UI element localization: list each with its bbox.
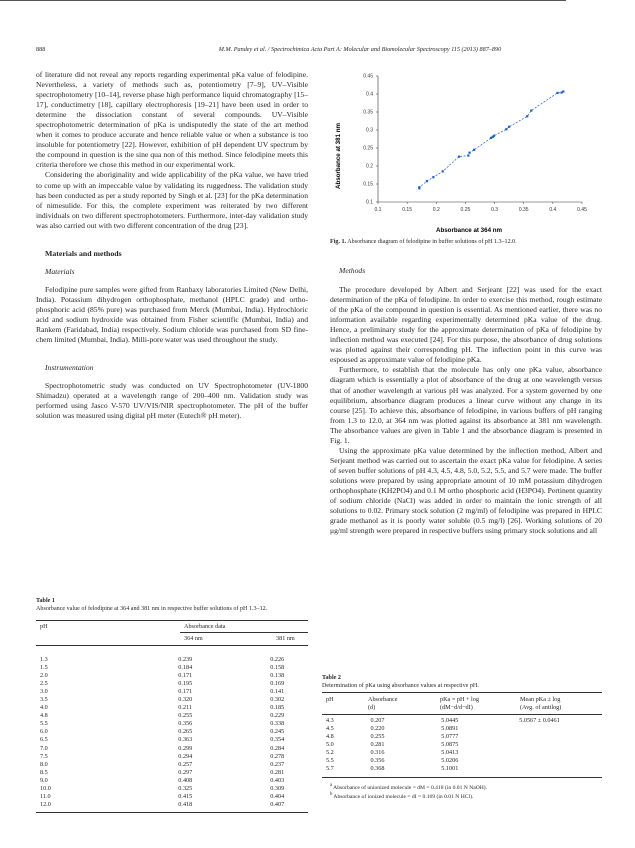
table-cell: 0.158 [270, 664, 285, 672]
table-cell: 0.294 [178, 752, 193, 760]
table-cell: 7.5 [40, 752, 48, 760]
table-row [36, 672, 308, 680]
chart-x-tick-label: 0.35 [518, 207, 529, 213]
table1-col-ph: pH [40, 623, 48, 630]
figure1-caption-block [330, 238, 602, 246]
table-cell: 0.418 [178, 800, 193, 808]
table-row [322, 717, 602, 725]
table-cell: 0.368 [370, 765, 385, 773]
table-cell: 0.169 [270, 680, 285, 688]
table-cell: 0.363 [178, 736, 193, 744]
figure1-label: Fig. 1. [330, 239, 347, 245]
table2-footnote-a-text: Absorbance of unionized molecule = dM = 0.418 (in 0.01 N NaOH). [333, 784, 488, 791]
table-cell: 4.8 [40, 712, 48, 720]
table-cell: 0.211 [178, 704, 192, 712]
page-number: 888 [36, 46, 46, 53]
header-rule [0, 0, 566, 1]
running-title: M.M. Pandey et al. / Spectrochimica Acta Part A: Molecular and Biomolecular Spectroscopy 115 (2013) 887–890 [218, 46, 502, 53]
table-cell: 5.0206 [441, 757, 459, 765]
chart-x-tick-label: 0.15 [402, 207, 413, 213]
table2 [322, 717, 602, 773]
chart-data-point [505, 128, 507, 130]
methods-paragraph-1: The procedure developed by Albert and Serjeant [22] was used for the exact determination of the pKa of felodipine. In order to exercise this method, rough estimate of the pKa of the compound in question is essential. As mentioned earlier, there was no information available regarding experimentally determined pKa value of the drug. Hence, a preliminary study for the approximate determination of pKa of felodipine by inflection method was executed [24]. For this purpose, the absorbance of drug solutions was plotted against their corresponding pH. The inflection point in this curve was espoused as approximate value of felodipine pKa. [330, 285, 602, 365]
table-cell: 0.226 [270, 656, 285, 664]
chart-x-tick-label: 0.1 [374, 207, 382, 213]
table-cell: 0.354 [270, 736, 285, 744]
table-cell: 0.404 [270, 792, 285, 800]
table1-bottom-rule [36, 812, 308, 813]
chart-data-point [508, 126, 510, 128]
table-row [36, 736, 308, 744]
table-row [36, 720, 308, 728]
chart-data-point [442, 170, 444, 172]
chart-data-point [493, 135, 495, 137]
table1-label: Table 1 [36, 598, 55, 604]
table-cell: 0.309 [270, 784, 285, 792]
table-row [36, 728, 308, 736]
table-cell [515, 733, 602, 741]
table-cell: 3.5 [40, 696, 48, 704]
table-cell: 1.3 [40, 656, 48, 664]
table2-col-mean-sub: (Avg. of antilog) [520, 704, 562, 711]
chart-y-tick-label: 0.4 [366, 91, 373, 98]
figure1 [330, 66, 600, 238]
table-cell: 0.245 [270, 728, 285, 736]
table2-col-ph: pH [326, 696, 334, 703]
materials-paragraph: Felodipine pure samples were gifted from Ranbaxy laboratories Limited (New Delhi, India). Potassium dihydrogen orthophosphate, methanol (HPLC grade) and ortho-phosphoric acid (85% pure) was purchased from Merck (Mumbai, India). Hydrochloric acid and sodium hydroxide was obtained from Fisher scientific (Mumbai, India) and Rankem (Faridabad, India) respectively. Sodium chloride was purchased from SD fine-chem limited (Mumbai, India). Milli-pore water was used throughout the study. [36, 284, 308, 345]
table-cell: 0.281 [270, 768, 285, 776]
table-cell: 0.325 [178, 784, 193, 792]
chart-series-line [419, 91, 563, 188]
table-cell: 12.0 [40, 800, 51, 808]
table-cell [515, 757, 602, 765]
table-row [36, 688, 308, 696]
table-cell: 2.0 [40, 672, 48, 680]
table-cell: 10.0 [40, 784, 51, 792]
table-cell: 0.316 [370, 749, 385, 757]
chart-y-tick-label: 0.45 [363, 73, 373, 80]
methods-paragraph-3: Using the approximate pKa value determined by the inflection method, Albert and Serjeant method was carried out to ascertain the exact pKa value for felodipine. A series of seven buffer solutions of pH 4.3, 4.5, 4.8, 5.0, 5.2, 5.5, and 5.7 were made. The buffer solutions were prepared by using appropriate amount of 10 mM potassium dihydrogen orthophosphate (KH2PO4) and 0.1 M ortho phosphoric acid (H3PO4). Pertinent quantity of sodium chloride (NaCl) was added in order to maintain the ionic strength of all solutions to 0.02. Primary stock solution (2 mg/ml) of felodipine was prepared in HPLC grade methanol as it is poorly water soluble (0.5 mg/l) [26]. Working solutions of 20 μg/ml strength were prepared in respective buffers using primary stock solutions and all [330, 445, 602, 536]
table1-col-group: Absorbance data [184, 623, 226, 630]
table-cell: 0.415 [178, 792, 193, 800]
chart-data-point [530, 109, 532, 111]
chart-y-tick-label: 0.35 [363, 109, 373, 116]
chart-x-tick-label: 0.25 [460, 207, 471, 213]
chart-data-point [526, 115, 528, 117]
chart-y-tick-label: 0.2 [366, 163, 373, 170]
table-cell: 0.255 [178, 712, 193, 720]
table2-col-abs: Absorbance [368, 696, 398, 703]
table-cell: 5.5 [326, 757, 334, 765]
methods-paragraph-2: Furthermore, to establish that the molecule has only one pKa value, absorbance diagram which is essentially a plot of absorbance of the drug at one wavelength versus that of another wavelength at various pH was analyzed. For a system governed by one equilibrium, absorbance diagram produces a linear curve without any change in its course [25]. To achieve this, absorbance of felodipine, in various buffers of pH ranging from 1.3 to 12.0, at 364 nm was plotted against its absorbance at 381 nm wavelength. The absorbance values are given in Table 1 and the absorbance diagram is presented in Fig. 1. [330, 365, 602, 445]
chart-data-point [562, 90, 564, 92]
table2-top-rule [322, 692, 602, 693]
table1-col-381: 381 nm [276, 635, 295, 642]
table-cell: 5.7 [326, 765, 334, 773]
table2-caption-block [322, 674, 602, 690]
subsection-heading-materials: Materials [45, 266, 75, 276]
table-cell: 8.0 [40, 760, 48, 768]
table-cell: 0.141 [270, 688, 285, 696]
table-cell: 6.0 [40, 728, 48, 736]
table-cell: 0.171 [178, 672, 193, 680]
table-row [322, 741, 602, 749]
table-cell: 0.257 [178, 760, 193, 768]
table-row [36, 712, 308, 720]
table1-group-rule [180, 632, 308, 633]
table1-top-rule [36, 620, 308, 621]
table-cell: 0.356 [370, 757, 385, 765]
table-row [36, 696, 308, 704]
table-cell: 4.3 [326, 717, 334, 725]
table-row [322, 765, 602, 773]
chart-x-tick-label: 0.45 [577, 207, 587, 213]
figure1-caption: Absorbance diagram of felodipine in buffer solutions of pH 1.3–12.0. [347, 239, 517, 245]
table-cell [515, 741, 602, 749]
table-cell: 4.8 [326, 733, 334, 741]
table-row [36, 777, 308, 785]
table-cell: 0.356 [178, 720, 193, 728]
subsection-heading-instrumentation: Instrumentation [45, 363, 94, 373]
table-cell: 5.0891 [441, 725, 459, 733]
table-cell: 5.5 [40, 720, 48, 728]
table-cell: 6.5 [40, 736, 48, 744]
table2-label: Table 2 [322, 675, 341, 681]
table-cell: 5.0777 [441, 733, 459, 741]
table-cell: 3.0 [40, 688, 48, 696]
table-row [36, 656, 308, 664]
table2-header-rule [322, 714, 602, 715]
table-cell: 0.265 [178, 728, 193, 736]
intro-paragraph-2: Considering the aboriginality and wide applicability of the pKa value, we have tried to come up with an impeccable value by validating its ruggedness. The validation study has been conducted as per a study reported by Singh et al. [23] for the pKa determination of nimesulide. For this, the complete experiment was reiterated by two different individuals on two different spectrophotometers. Furthermore, inter-day validation study was also carried out with two different concentration of the drug [23]. [36, 170, 308, 230]
table-cell: 5.0875 [441, 741, 459, 749]
instrumentation-paragraph: Spectrophotometric study was conducted on UV Spectrophotometer (UV-1800 Shimadzu) operated at a wavelength range of 200–400 nm. Validation study was performed using Jasco V-570 UV/VIS/NIR spectrophotometer. The pH of the buffer solution was measured using digital pH meter (Eutech® pH meter). [36, 381, 308, 421]
chart-data-point [426, 180, 428, 182]
table-cell: 0.403 [270, 776, 285, 784]
intro-paragraph-1: of literature did not reveal any reports regarding experimental pKa value of felodipine. Nevertheless, a variety of methods such as, potentiometry [7–9], UV–Visible spectrophotometry [10–14], reverse phase high performance liquid chromatography [15–17], conductimetry [18], capillary electrophoresis [19–21] have been used in order to determine the dissociation constant of several compounds. UV–Visible spectrophotometric determination of pKa is undisputedly the state of the art method when it comes to produce accurate and hence reliable value or when a substance is too insoluble for potentiometry [22]. However, exhibition of pH dependent UV spectrum by the compound in question is the sine qua non of this method. Since felodipine meets this criteria therefore we chose this method in our experimental work. [36, 70, 308, 170]
table-cell: 0.229 [270, 712, 285, 720]
chart-data-point [458, 156, 460, 158]
chart-x-tick-label: 0.2 [432, 207, 440, 213]
table-cell: 1.5 [40, 664, 48, 672]
table-cell: 0.281 [370, 741, 385, 749]
chart-y-tick-label: 0.3 [366, 127, 373, 134]
table-row [322, 757, 602, 765]
table2-caption: Determination of pKa using absorbance values at respective pH. [322, 683, 479, 689]
table-row [36, 745, 308, 753]
chart-x-tick-label: 0.4 [549, 207, 557, 213]
chart-x-tick-label: 0.3 [491, 207, 499, 213]
table-cell: 8.5 [40, 768, 48, 776]
table-row [36, 704, 308, 712]
table-row [36, 769, 308, 777]
table-cell: 0.195 [178, 680, 193, 688]
table2-col-mean: Mean pKa ± log [520, 696, 561, 703]
table1-caption: Absorbance value of felodipine at 364 and 381 nm in respective buffer solutions of pH 1.3–12. [36, 606, 268, 612]
table-cell: 5.0445 [441, 717, 459, 725]
table2-bottom-rule [322, 777, 602, 778]
table1-caption-block [36, 597, 308, 613]
table-cell: 5.0413 [441, 749, 459, 757]
chart-data-point [467, 154, 469, 156]
chart-y-tick-label: 0.25 [363, 145, 373, 152]
chart-data-point [473, 149, 475, 151]
section-heading-materials-methods: Materials and methods [45, 248, 122, 258]
right-column [330, 266, 602, 536]
table1-col-364: 364 nm [184, 635, 203, 642]
table-cell [515, 725, 602, 733]
table-row [322, 733, 602, 741]
table-cell: 0.299 [178, 744, 193, 752]
figure1-chart [330, 66, 600, 238]
left-column [36, 70, 308, 421]
chart-data-point [468, 152, 470, 154]
subsection-heading-methods: Methods [339, 266, 366, 275]
table-row [36, 680, 308, 688]
table-row [36, 753, 308, 761]
table-cell: 5.0 [326, 741, 334, 749]
table2-col-pka-sub: (dM−d/d−dI) [440, 704, 473, 711]
table-cell: 0.207 [370, 717, 385, 725]
table-cell [515, 749, 602, 757]
table2-mean-value: 5.0567 ± 0.0461 [519, 717, 560, 725]
chart-y-tick-label: 0.1 [366, 199, 373, 206]
table2-footnote-b-text: Absorbance of ionized molecule = dI = 0.169 (in 0.01 N HCl). [333, 793, 474, 800]
table2-footnote-a: $^a$ Absorbance of unionized molecule = dM = 0.418 (in 0.01 N NaOH). [330, 783, 488, 791]
chart-data-point [418, 186, 420, 188]
table-cell: 9.0 [40, 776, 48, 784]
table-cell: 5.2 [326, 749, 334, 757]
table-cell [515, 765, 602, 773]
table-row [322, 749, 602, 757]
table-cell: 0.408 [178, 776, 193, 784]
chart-data-point [556, 92, 558, 94]
table-cell: 4.0 [40, 704, 48, 712]
table-cell: 7.0 [40, 744, 48, 752]
table-cell: 0.184 [178, 664, 193, 672]
table-cell: 0.185 [270, 704, 285, 712]
table-row [36, 664, 308, 672]
table2-footnote-b: $^b$ Absorbance of ionized molecule = dI = 0.169 (in 0.01 N HCl). [330, 792, 474, 800]
chart-ylabel: Absorbance at 381 nm [335, 122, 342, 190]
table1-header-rule [36, 645, 308, 646]
table-cell: 0.338 [270, 720, 285, 728]
table-cell: 0.171 [178, 688, 193, 696]
table-cell: 0.220 [370, 725, 385, 733]
table-row [36, 801, 308, 809]
table-cell: 0.278 [270, 752, 285, 760]
table-cell: 0.237 [270, 760, 285, 768]
table-cell: 0.284 [270, 744, 285, 752]
chart-y-tick-label: 0.15 [363, 181, 373, 188]
table-cell: 0.297 [178, 768, 193, 776]
table-cell: 11.0 [40, 792, 51, 800]
chart-data-point [432, 176, 434, 178]
table2-col-abs-sub: (d) [368, 704, 376, 711]
table-row [322, 725, 602, 733]
table-cell: 0.302 [270, 696, 285, 704]
table-row [36, 761, 308, 769]
table-cell: 0.239 [178, 656, 193, 664]
table-cell: 2.5 [40, 680, 48, 688]
chart-xlabel: Absorbance at 364 nm [435, 227, 503, 234]
table-cell: 0.407 [270, 800, 285, 808]
table-cell: 0.320 [178, 696, 193, 704]
table1 [36, 656, 308, 809]
table-cell: 0.255 [370, 733, 385, 741]
table-row [36, 785, 308, 793]
table-cell: 0.138 [270, 672, 285, 680]
table2-col-pka: pKa = pH + log [440, 696, 479, 703]
table-cell: 5.1001 [441, 765, 459, 773]
table-cell: 4.5 [326, 725, 334, 733]
table-row [36, 793, 308, 801]
